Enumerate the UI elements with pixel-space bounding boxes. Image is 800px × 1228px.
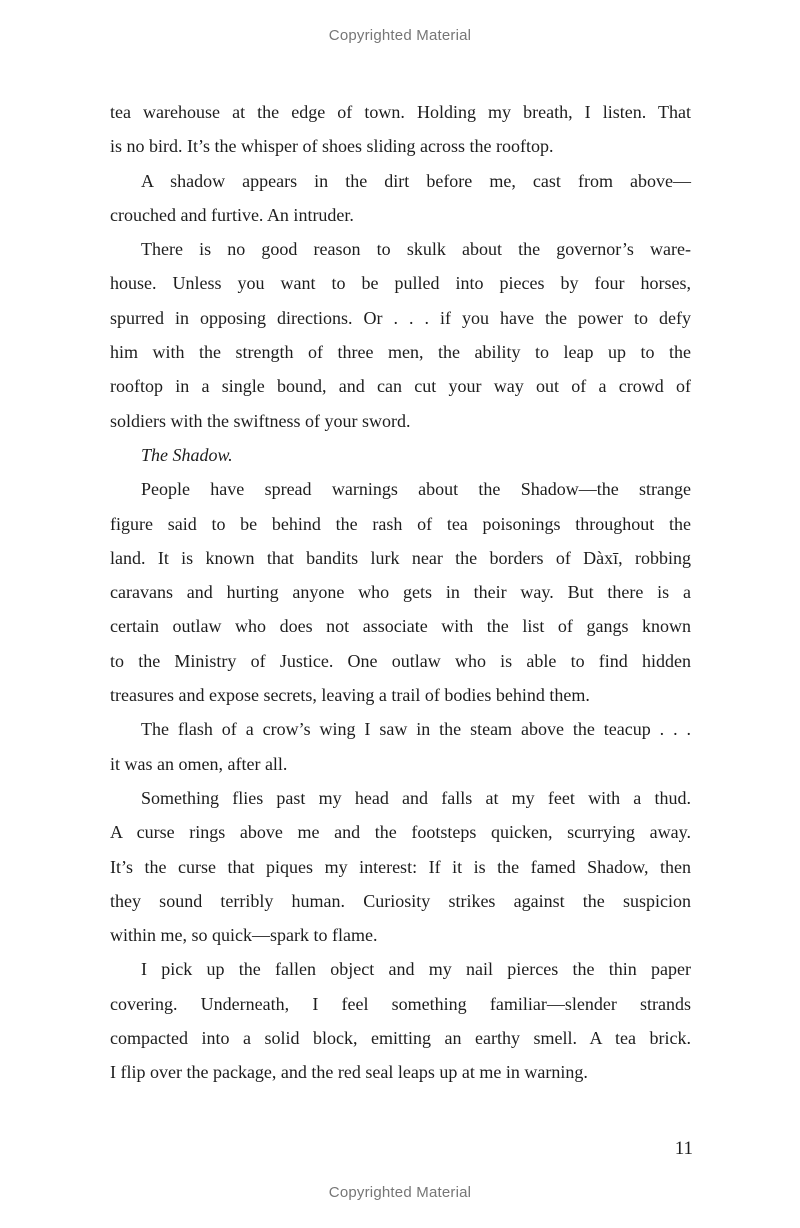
text-line: tea warehouse at the edge of town. Holding my breath, I listen. That: [110, 102, 691, 122]
paragraph: [110, 438, 691, 472]
text-line: soldiers with the swiftness of your sword.: [110, 410, 411, 431]
copyright-notice-top: Copyrighted Material: [328, 27, 472, 44]
text-line: certain outlaw who does not associate with the list of gangs known: [110, 616, 691, 637]
paragraph: [110, 232, 691, 438]
paragraph: [110, 952, 691, 1089]
body-text: [110, 95, 691, 1090]
text-line: The Shadow.: [141, 444, 233, 465]
text-line: A shadow appears in the dirt before me, cast from above—: [141, 170, 691, 191]
text-line: to the Ministry of Justice. One outlaw who is able to find hidden: [110, 650, 691, 671]
paragraph: [110, 164, 691, 233]
text-line: it was an omen, after all.: [110, 753, 288, 774]
paragraph: [110, 781, 691, 952]
text-line: I pick up the fallen object and my nail pierces the thin paper: [141, 959, 691, 980]
text-line: There is no good reason to skulk about the governor’s ware-: [141, 239, 691, 260]
copyright-notice-bottom: Copyrighted Material: [328, 1184, 472, 1201]
text-line: People have spread warnings about the Shadow—the strange: [141, 479, 691, 500]
paragraph: [110, 712, 691, 781]
text-line: treasures and expose secrets, leaving a trail of bodies behind them.: [110, 685, 590, 706]
text-line: Something flies past my head and falls at my feet with a thud.: [141, 787, 691, 808]
text-line: covering. Underneath, I feel something familiar—slender strands: [110, 993, 691, 1014]
page-number: 11: [674, 1138, 693, 1159]
text-line: caravans and hurting anyone who gets in their way. But there is a: [110, 582, 691, 603]
text-line: is no bird. It’s the whisper of shoes sliding across the rooftop.: [110, 136, 554, 157]
text-line: spurred in opposing directions. Or . . . if you have the power to defy: [110, 307, 691, 328]
text-line: rooftop in a single bound, and can cut your way out of a crowd of: [110, 376, 691, 397]
text-line: land. It is known that bandits lurk near the borders of Dàxī, robbing: [110, 547, 691, 568]
text-line: The flash of a crow’s wing I saw in the steam above the teacup . . .: [141, 719, 691, 740]
text-line: him with the strength of three men, the ability to leap up to the: [110, 342, 691, 363]
paragraph: [110, 472, 691, 712]
text-line: they sound terribly human. Curiosity strikes against the suspicion: [110, 890, 691, 911]
text-line: It’s the curse that piques my interest: If it is the famed Shadow, then: [110, 856, 691, 877]
text-line: compacted into a solid block, emitting an earthy smell. A tea brick.: [110, 1028, 691, 1049]
paragraph: [110, 95, 691, 164]
text-line: house. Unless you want to be pulled into pieces by four horses,: [110, 273, 691, 294]
text-line: within me, so quick—spark to flame.: [110, 925, 378, 946]
text-line: A curse rings above me and the footsteps quicken, scurrying away.: [110, 822, 691, 843]
text-line: crouched and furtive. An intruder.: [110, 204, 354, 225]
text-line: I flip over the package, and the red seal leaps up at me in warning.: [110, 1062, 588, 1083]
text-line: figure said to be behind the rash of tea poisonings throughout the: [110, 513, 691, 534]
